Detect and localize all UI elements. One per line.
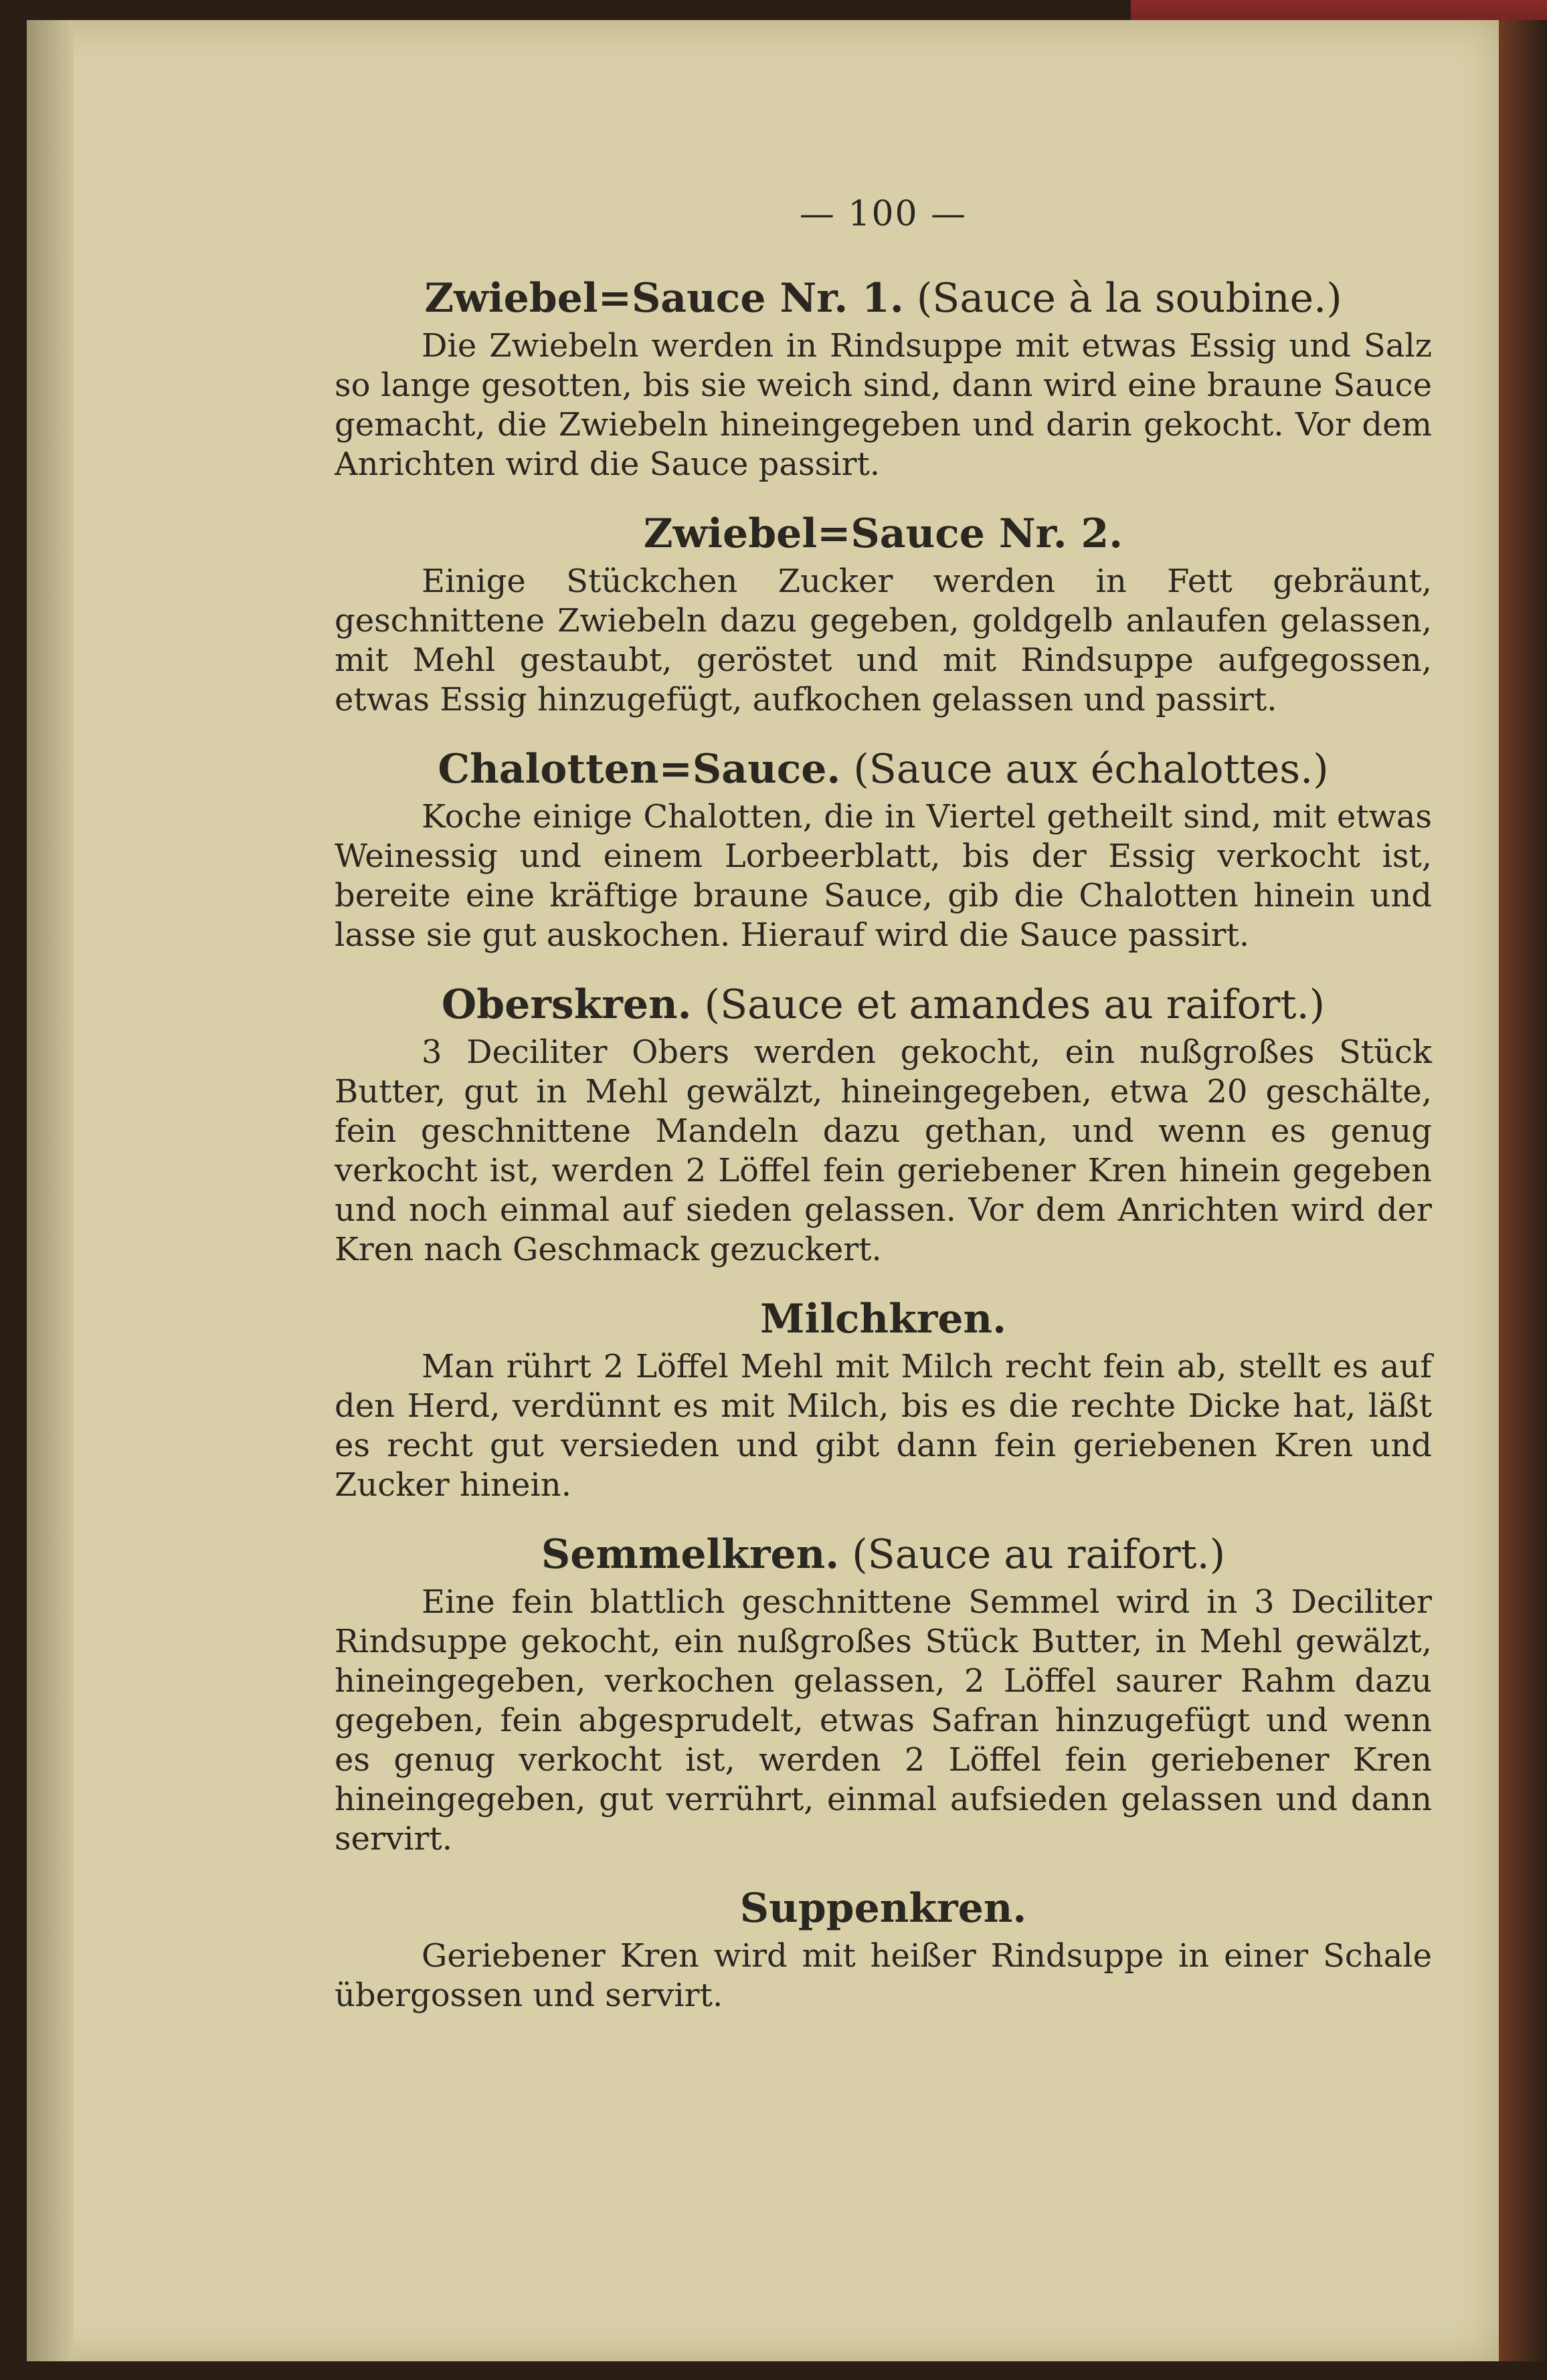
recipe-title-french: (Sauce au raifort.) [852,1531,1226,1578]
recipe-title-main: Zwiebel=Sauce Nr. 1. [424,275,904,322]
recipe-title [335,744,1432,795]
recipe-title-main: Milchkren. [759,1296,1007,1343]
page-binding-shadow [27,20,74,2361]
recipe-milchkren [335,1294,1432,1505]
recipe-title-french: (Sauce à la soubine.) [916,275,1342,322]
book-fore-edge [1499,20,1547,2361]
recipe-title-main: Semmelkren. [541,1531,840,1578]
recipe-title [335,1883,1432,1934]
recipe-title-main: Chalotten=Sauce. [438,746,841,793]
recipe-chalotten-sauce [335,744,1432,955]
recipe-zwiebel-sauce-2 [335,508,1432,720]
recipe-title-main: Oberskren. [441,981,692,1028]
recipe-text: Eine fein blattlich geschnittene Semmel wird in 3 Deciliter Rindsuppe gekocht, ein nußgroßes Stück Butter, in Mehl gewälzt, hineingegeben, verkochen gelassen, 2 Löffel saurer Rahm dazu gegeben, fein abgesprudelt, etwas Safran hinzugefügt und wenn es genug verkocht ist, werden 2 Löffel fein geriebener Kren hineingegeben, gut verrührt, einmal aufsieden gelassen und dann servirt. [335,1583,1432,1858]
recipe-title [335,273,1432,324]
recipe-title-french: (Sauce aux échalottes.) [853,746,1329,793]
recipe-title [335,979,1432,1030]
recipe-text: 3 Deciliter Obers werden gekocht, ein nußgroßes Stück Butter, gut in Mehl gewälzt, hineingegeben, etwa 20 geschälte, fein geschnittene Mandeln dazu gethan, und wenn es genug verkocht ist, werden 2 Löffel fein geriebener Kren hinein gegeben und noch einmal auf sieden gelassen. Vor dem Anrichten wird der Kren nach Geschmack gezuckert. [335,1033,1432,1268]
recipe-text: Die Zwiebeln werden in Rindsuppe mit etwas Essig und Salz so lange gesotten, bis sie weich sind, dann wird eine braune Sauce gemacht, die Zwiebeln hineingegeben und darin gekocht. Vor dem Anrichten wird die Sauce passirt. [335,327,1432,483]
page-number: — 100 — [799,194,968,234]
recipe-title [335,1294,1432,1345]
recipe-title [335,508,1432,559]
recipe-text: Man rührt 2 Löffel Mehl mit Milch recht fein ab, stellt es auf den Herd, verdünnt es mit Milch, bis es die rechte Dicke hat, läßt es recht gut versieden und gibt dann fein geriebenen Kren und Zucker hinein. [335,1348,1432,1504]
recipe-title-main: Zwiebel=Sauce Nr. 2. [643,510,1123,557]
recipe-suppenkren [335,1883,1432,2015]
recipe-title-main: Suppenkren. [739,1885,1027,1932]
recipe-title-french: (Sauce et amandes au raifort.) [704,981,1326,1028]
recipe-zwiebel-sauce-1 [335,273,1432,484]
recipe-text: Einige Stückchen Zucker werden in Fett gebräunt, geschnittene Zwiebeln dazu gegeben, goldgelb anlaufen gelassen, mit Mehl gestaubt, geröstet und mit Rindsuppe aufgegossen, etwas Essig hinzugefügt, aufkochen gelassen und passirt. [335,563,1432,718]
recipe-text: Geriebener Kren wird mit heißer Rindsuppe in einer Schale übergossen und servirt. [335,1937,1432,2014]
recipe-title [335,1529,1432,1580]
recipe-text: Koche einige Chalotten, die in Viertel getheilt sind, mit etwas Weinessig und einem Lorbeerblatt, bis der Essig verkocht ist, bereite eine kräftige braune Sauce, gib die Chalotten hinein und lasse sie gut auskochen. Hierauf wird die Sauce passirt. [335,798,1432,954]
recipe-semmelkren [335,1529,1432,1859]
page-content [335,194,1432,2040]
recipe-oberskren [335,979,1432,1270]
